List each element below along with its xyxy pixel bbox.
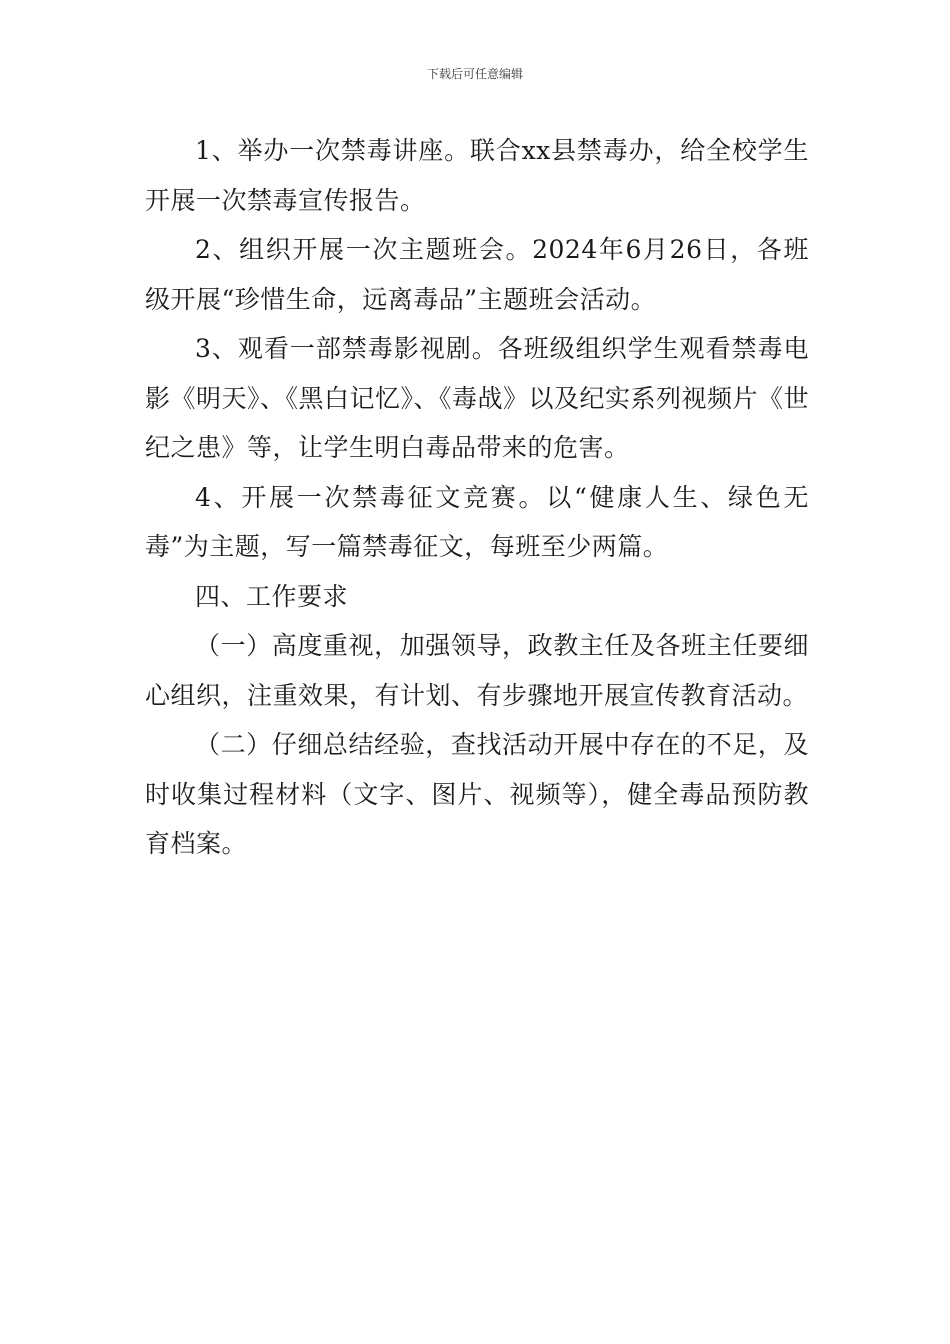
requirement-item-2: （二）仔细总结经验，查找活动开展中存在的不足，及时收集过程材料（文字、图片、视频等），健全毒品预防教育档案。 (145, 730, 809, 858)
section-heading-requirements: 四、工作要求 (195, 581, 349, 611)
activity-item-essay-contest: 4、开展一次禁毒征文竞赛。以“健康人生、绿色无毒”为主题，写一篇禁毒征文，每班至少两篇。 (145, 482, 809, 561)
requirement-item-1: （一）高度重视，加强领导，政教主任及各班主任要细心组织，注重效果，有计划、有步骤地开展宣传教育活动。 (145, 631, 809, 710)
activity-item-lecture: 1、举办一次禁毒讲座。联合xx县禁毒办，给全校学生开展一次禁毒宣传报告。 (145, 136, 809, 215)
document-body (145, 126, 809, 869)
activity-item-class-meeting: 2、组织开展一次主题班会。2024年6月26日，各班级开展“珍惜生命，远离毒品”主题班会活动。 (145, 235, 809, 314)
page-header: 下载后可任意编辑 (426, 67, 523, 81)
activity-item-film: 3、观看一部禁毒影视剧。各班级组织学生观看禁毒电影《明天》、《黑白记忆》、《毒战》以及纪实系列视频片《世纪之患》等，让学生明白毒品带来的危害。 (145, 334, 810, 462)
